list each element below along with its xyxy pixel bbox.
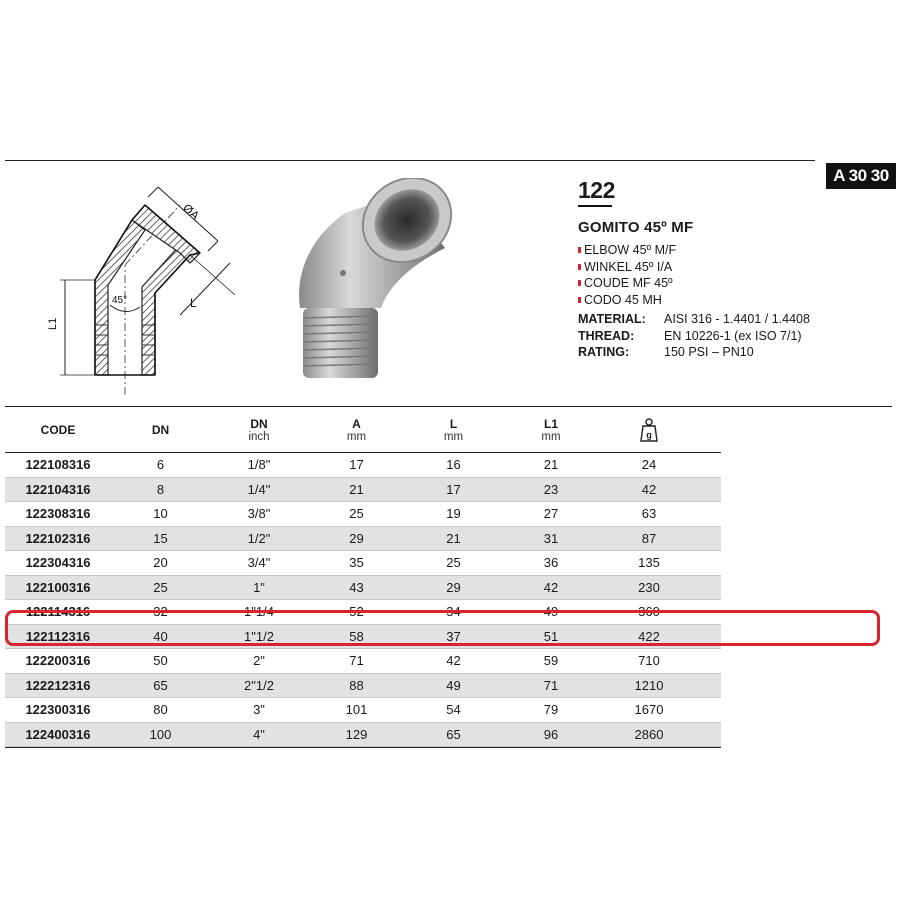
- table-cell: 129: [345, 726, 368, 742]
- table-cell: 122304316: [25, 555, 91, 571]
- table-cell: 1/2": [247, 530, 271, 546]
- table-cell: 230: [638, 579, 660, 595]
- header-l1: L1 mm: [541, 417, 561, 443]
- l1-label: L1: [47, 317, 59, 330]
- table-cell: 2"1/2: [244, 677, 274, 693]
- table-cell: 54: [446, 702, 461, 718]
- table-row: [5, 698, 721, 723]
- table-cell: 1/4": [247, 481, 271, 497]
- table-cell: 122400316: [25, 726, 91, 742]
- table-cell: 122108316: [25, 457, 91, 473]
- table-cell: 42: [543, 579, 559, 595]
- table-cell: 122112316: [25, 628, 91, 644]
- table-cell: 25: [153, 579, 168, 595]
- spec-thread: THREAD: EN 10226-1 (ex ISO 7/1): [578, 328, 802, 343]
- table-cell: 49: [446, 677, 461, 693]
- table-cell: 122200316: [25, 653, 91, 669]
- table-bottom-rule: [5, 747, 721, 748]
- table-body: [5, 453, 721, 747]
- table-cell: 65: [153, 677, 168, 693]
- table-row: [5, 576, 721, 601]
- table-cell: 87: [641, 530, 657, 546]
- diameter-label: ØA: [179, 200, 203, 223]
- product-photo: [285, 178, 455, 393]
- table-cell: 79: [543, 702, 559, 718]
- table-cell: 37: [446, 628, 461, 644]
- translation-item: COUDE MF 45º: [578, 275, 878, 292]
- table-row: [5, 453, 721, 478]
- table-row: [5, 478, 721, 503]
- table-cell: 1": [253, 579, 265, 595]
- weight-icon: [640, 417, 658, 443]
- table-cell: 65: [446, 726, 461, 742]
- table-row: [5, 502, 721, 527]
- table-cell: 23: [543, 481, 559, 497]
- table-cell: 19: [446, 506, 461, 522]
- table-cell: 20: [153, 555, 168, 571]
- table-cell: 58: [349, 628, 364, 644]
- translation-item: ELBOW 45º M/F: [578, 242, 878, 259]
- dimensions-table: [5, 408, 721, 748]
- table-cell: 21: [543, 457, 559, 473]
- table-cell: 2": [253, 653, 265, 669]
- table-cell: 1"1/2: [244, 628, 274, 644]
- table-cell: 71: [349, 653, 364, 669]
- table-cell: 122104316: [25, 481, 91, 497]
- table-cell: 29: [446, 579, 461, 595]
- table-cell: 32: [153, 604, 168, 620]
- table-cell: 100: [149, 726, 172, 742]
- table-cell: 4": [253, 726, 265, 742]
- product-code: 122: [578, 177, 615, 203]
- table-cell: 122300316: [25, 702, 91, 718]
- table-cell: 710: [638, 653, 660, 669]
- table-cell: 8: [156, 481, 165, 497]
- table-cell: 63: [641, 506, 657, 522]
- product-info: [578, 176, 878, 361]
- table-cell: 122308316: [25, 506, 91, 522]
- table-cell: 25: [349, 506, 364, 522]
- header-a: A mm: [346, 417, 367, 443]
- spec-rating: RATING: 150 PSI – PN10: [578, 345, 754, 359]
- table-cell: 17: [349, 457, 364, 473]
- table-cell: 1210: [634, 677, 664, 693]
- header-code: CODE: [40, 423, 76, 437]
- spec-list: [578, 311, 878, 361]
- table-row: [5, 527, 721, 552]
- bullet-icon: [578, 247, 581, 253]
- table-cell: 96: [543, 726, 559, 742]
- translation-list: [578, 242, 878, 308]
- table-cell: 27: [543, 506, 559, 522]
- table-cell: 122100316: [25, 579, 91, 595]
- table-cell: 6: [156, 457, 165, 473]
- top-divider: [5, 160, 815, 161]
- svg-text:g: g: [646, 430, 652, 440]
- table-cell: 3": [253, 702, 265, 718]
- table-cell: 122102316: [25, 530, 91, 546]
- table-cell: 49: [543, 604, 559, 620]
- table-row: [5, 551, 721, 576]
- product-name: GOMITO 45º MF: [578, 219, 694, 236]
- length-label: L: [190, 296, 197, 310]
- table-row: [5, 625, 721, 650]
- table-cell: 40: [153, 628, 168, 644]
- table-cell: 88: [349, 677, 364, 693]
- table-cell: 25: [446, 555, 461, 571]
- angle-label: 45°: [112, 295, 128, 306]
- bullet-icon: [578, 280, 581, 286]
- table-cell: 21: [446, 530, 461, 546]
- table-cell: 35: [349, 555, 364, 571]
- header-dn: DN: [151, 423, 170, 437]
- table-cell: 24: [641, 457, 657, 473]
- table-cell: 1/8": [247, 457, 271, 473]
- table-top-divider: [5, 406, 892, 407]
- table-cell: 2860: [634, 726, 664, 742]
- table-cell: 71: [543, 677, 559, 693]
- table-cell: 422: [638, 628, 660, 644]
- bullet-icon: [578, 297, 581, 303]
- title-underline: [578, 205, 612, 207]
- table-header: [5, 408, 721, 453]
- table-row: [5, 723, 721, 748]
- table-row: [5, 674, 721, 699]
- table-cell: 360: [638, 604, 660, 620]
- table-cell: 51: [543, 628, 559, 644]
- table-cell: 3/8": [247, 506, 271, 522]
- bullet-icon: [578, 264, 581, 270]
- header-dn-inch: DN inch: [248, 417, 270, 443]
- table-cell: 122114316: [25, 604, 91, 620]
- table-cell: 101: [345, 702, 368, 718]
- table-cell: 34: [446, 604, 461, 620]
- table-cell: 50: [153, 653, 168, 669]
- table-cell: 21: [349, 481, 364, 497]
- header-l: L mm: [443, 417, 464, 443]
- spec-material: MATERIAL: AISI 316 - 1.4401 / 1.4408: [578, 312, 810, 326]
- table-cell: 36: [543, 555, 559, 571]
- table-cell: 17: [446, 481, 461, 497]
- technical-drawing: [40, 175, 280, 400]
- table-cell: 43: [349, 579, 364, 595]
- translation-item: CODO 45 MH: [578, 292, 878, 309]
- table-cell: 10: [153, 506, 168, 522]
- table-cell: 59: [543, 653, 559, 669]
- table-cell: 3/4": [247, 555, 271, 571]
- table-cell: 42: [641, 481, 657, 497]
- translation-item: WINKEL 45º I/A: [578, 259, 878, 276]
- table-row: [5, 649, 721, 674]
- table-cell: 42: [446, 653, 461, 669]
- table-cell: 29: [349, 530, 364, 546]
- table-cell: 1"1/4: [244, 604, 274, 620]
- table-cell: 52: [349, 604, 364, 620]
- table-cell: 1670: [634, 702, 664, 718]
- table-row: [5, 600, 721, 625]
- catalog-page-badge: A 30 30: [826, 163, 896, 189]
- table-cell: 135: [638, 555, 660, 571]
- header-weight: [600, 408, 698, 452]
- table-cell: 80: [153, 702, 168, 718]
- table-cell: 31: [543, 530, 559, 546]
- table-cell: 16: [446, 457, 461, 473]
- table-cell: 15: [153, 530, 168, 546]
- table-cell: 122212316: [25, 677, 91, 693]
